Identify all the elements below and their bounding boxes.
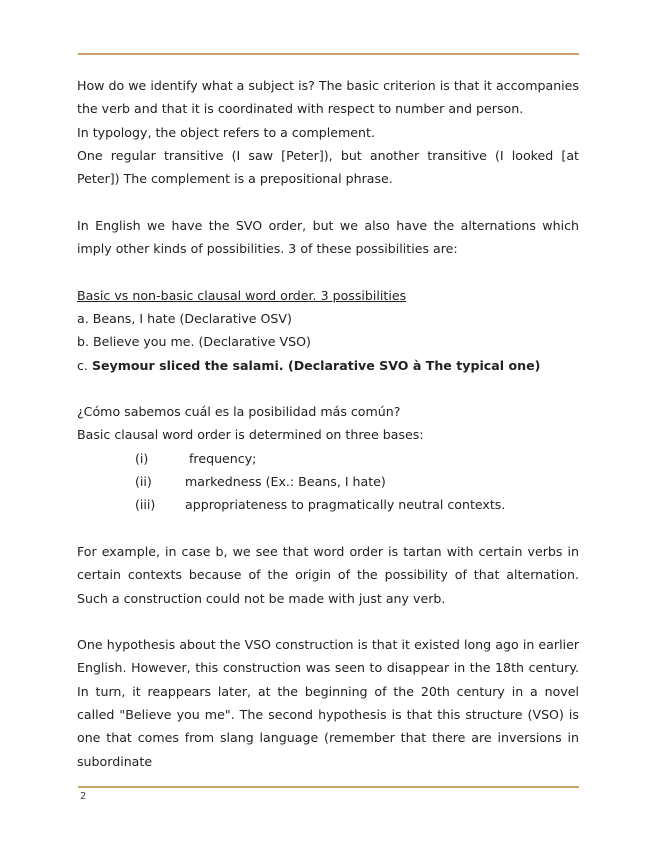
list-item bbox=[77, 493, 579, 516]
spacer bbox=[77, 260, 579, 283]
paragraph-hypothesis: One hypothesis about the VSO construction is that it existed long ago in earlier English. However, this construction was seen to disappear in the 18th century. In turn, it reappears later, at the beginning of the 20th century in a novel called "Believe you me". The second hypothesis is that this structure (VSO) is one that comes from slang language (remember that there are inversions in subordinate bbox=[77, 637, 579, 769]
footer-rule bbox=[78, 786, 579, 788]
paragraph-example: For example, in case b, we see that word order is tartan with certain verbs in certain contexts because of the origin of the possibility of that alternation. Such a construction could not be made with just any verb. bbox=[77, 543, 579, 606]
list-item-number: (i) bbox=[135, 450, 149, 466]
list-item-number: (iii) bbox=[135, 497, 156, 513]
paragraph-object: In typology, the object refers to a complement. bbox=[77, 124, 375, 140]
example-c-prefix: c. bbox=[77, 357, 92, 373]
example-c-bold: Seymour sliced the salami. (Declarative SVO à The typical one) bbox=[91, 357, 541, 373]
list-item-text: markedness (Ex.: Beans, I hate) bbox=[185, 474, 386, 490]
paragraph-transitive: One regular transitive (I saw [Peter]), but another transitive (I looked [at Peter]) The complement is a prepositional phrase. bbox=[77, 147, 579, 187]
page-body bbox=[77, 74, 579, 773]
spacer bbox=[77, 517, 579, 540]
list-item bbox=[77, 447, 579, 470]
example-c bbox=[77, 354, 579, 377]
list-item bbox=[77, 470, 579, 493]
header-rule bbox=[78, 53, 579, 55]
bases-intro: Basic clausal word order is determined on three bases: bbox=[77, 427, 424, 443]
question-line: ¿Cómo sabemos cuál es la posibilidad más común? bbox=[77, 404, 401, 420]
page-number: 2 bbox=[80, 791, 87, 802]
example-b: b. Believe you me. (Declarative VSO) bbox=[77, 334, 311, 350]
list-item-text: frequency; bbox=[185, 450, 257, 466]
example-a: a. Beans, I hate (Declarative OSV) bbox=[77, 310, 292, 326]
spacer bbox=[77, 190, 579, 213]
spacer bbox=[77, 610, 579, 633]
list-item-number: (ii) bbox=[135, 474, 152, 490]
section-heading: Basic vs non-basic clausal word order. 3 possibilities bbox=[77, 287, 407, 303]
paragraph-subject: How do we identify what a subject is? The basic criterion is that it accompanies the verb and that it is coordinated with respect to number and person. bbox=[77, 78, 579, 117]
list-item-text: appropriateness to pragmatically neutral contexts. bbox=[185, 497, 506, 513]
spacer bbox=[77, 377, 579, 400]
bases-list bbox=[77, 447, 579, 517]
paragraph-svo: In English we have the SVO order, but we also have the alternations which imply other kinds of possibilities. 3 of these possibilities are: bbox=[77, 217, 579, 257]
